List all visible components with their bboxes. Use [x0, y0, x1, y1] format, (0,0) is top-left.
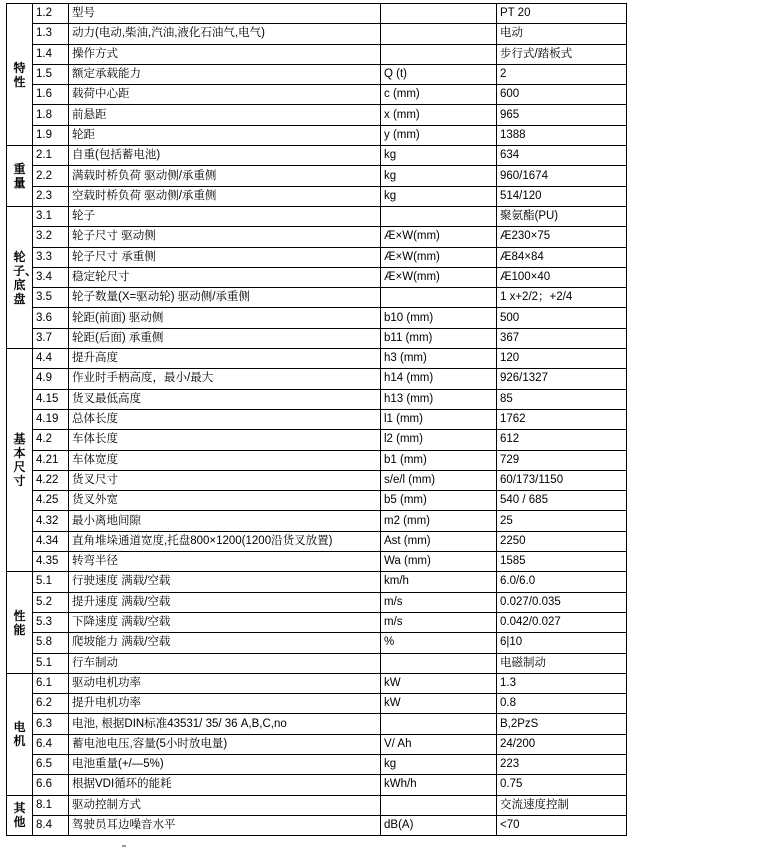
code-cell: 1.6: [33, 85, 69, 105]
item-cell: 车体长度: [69, 430, 381, 450]
value-cell: 6.0/6.0: [497, 572, 627, 592]
item-cell: 轮子尺寸 驱动侧: [69, 227, 381, 247]
value-cell: Æ100×40: [497, 267, 627, 287]
code-cell: 6.3: [33, 714, 69, 734]
spec-table: [6, 3, 627, 836]
code-cell: 6.1: [33, 673, 69, 693]
value-cell: 24/200: [497, 734, 627, 754]
table-row: [7, 125, 627, 145]
unit-cell: [381, 653, 497, 673]
value-cell: 729: [497, 450, 627, 470]
value-cell: B,2PzS: [497, 714, 627, 734]
unit-cell: km/h: [381, 572, 497, 592]
table-row: [7, 592, 627, 612]
value-cell: 步行式/踏板式: [497, 44, 627, 64]
item-cell: 轮距: [69, 125, 381, 145]
item-cell: 作业时手柄高度，最小/最大: [69, 369, 381, 389]
unit-cell: c (mm): [381, 85, 497, 105]
item-cell: 行车制动: [69, 653, 381, 673]
table-row: [7, 409, 627, 429]
unit-cell: x (mm): [381, 105, 497, 125]
value-cell: 2250: [497, 531, 627, 551]
category-label: 电机: [13, 720, 26, 749]
table-row: [7, 4, 627, 24]
table-row: [7, 288, 627, 308]
code-cell: 4.32: [33, 511, 69, 531]
table-row: [7, 369, 627, 389]
item-cell: 下降速度 满载/空载: [69, 612, 381, 632]
table-row: [7, 633, 627, 653]
value-cell: Æ84×84: [497, 247, 627, 267]
value-cell: 612: [497, 430, 627, 450]
code-cell: 5.1: [33, 572, 69, 592]
unit-cell: b1 (mm): [381, 450, 497, 470]
item-cell: 自重(包括蓄电池): [69, 146, 381, 166]
code-cell: 4.21: [33, 450, 69, 470]
code-cell: 2.1: [33, 146, 69, 166]
code-cell: 6.6: [33, 775, 69, 795]
unit-cell: kg: [381, 166, 497, 186]
unit-cell: Æ×W(mm): [381, 247, 497, 267]
table-row: [7, 511, 627, 531]
table-row: [7, 389, 627, 409]
code-cell: 3.4: [33, 267, 69, 287]
item-cell: 前悬距: [69, 105, 381, 125]
unit-cell: b11 (mm): [381, 328, 497, 348]
item-cell: 驱动控制方式: [69, 795, 381, 815]
item-cell: 满载时桥负荷 驱动侧/承重侧: [69, 166, 381, 186]
unit-cell: kW: [381, 694, 497, 714]
code-cell: 4.35: [33, 552, 69, 572]
code-cell: 6.2: [33, 694, 69, 714]
code-cell: 1.4: [33, 44, 69, 64]
item-cell: 额定承载能力: [69, 64, 381, 84]
code-cell: 8.4: [33, 815, 69, 835]
item-cell: 型号: [69, 4, 381, 24]
stray-mark: [122, 845, 126, 847]
table-row: [7, 531, 627, 551]
code-cell: 1.3: [33, 24, 69, 44]
item-cell: 货叉尺寸: [69, 470, 381, 490]
item-cell: 货叉最低高度: [69, 389, 381, 409]
value-cell: 交流速度控制: [497, 795, 627, 815]
unit-cell: kW: [381, 673, 497, 693]
table-row: [7, 247, 627, 267]
table-row: [7, 166, 627, 186]
item-cell: 驾驶员耳边噪音水平: [69, 815, 381, 835]
table-row: [7, 146, 627, 166]
unit-cell: b10 (mm): [381, 308, 497, 328]
table-row: [7, 186, 627, 206]
unit-cell: m2 (mm): [381, 511, 497, 531]
table-row: [7, 24, 627, 44]
value-cell: 120: [497, 349, 627, 369]
item-cell: 蓄电池电压,容量(5小时放电量): [69, 734, 381, 754]
code-cell: 3.5: [33, 288, 69, 308]
unit-cell: dB(A): [381, 815, 497, 835]
value-cell: 1762: [497, 409, 627, 429]
table-row: [7, 795, 627, 815]
value-cell: Æ230×75: [497, 227, 627, 247]
unit-cell: kg: [381, 146, 497, 166]
item-cell: 总体长度: [69, 409, 381, 429]
item-cell: 行驶速度 满载/空载: [69, 572, 381, 592]
unit-cell: m/s: [381, 592, 497, 612]
item-cell: 轮子数量(X=驱动轮) 驱动侧/承重侧: [69, 288, 381, 308]
value-cell: 500: [497, 308, 627, 328]
unit-cell: Q (t): [381, 64, 497, 84]
value-cell: 聚氨酯(PU): [497, 206, 627, 226]
code-cell: 2.3: [33, 186, 69, 206]
value-cell: 960/1674: [497, 166, 627, 186]
table-row: [7, 815, 627, 835]
value-cell: PT 20: [497, 4, 627, 24]
code-cell: 4.4: [33, 349, 69, 369]
table-row: [7, 775, 627, 795]
table-row: [7, 754, 627, 774]
table-row: [7, 694, 627, 714]
table-row: [7, 552, 627, 572]
value-cell: 0.75: [497, 775, 627, 795]
value-cell: 6|10: [497, 633, 627, 653]
unit-cell: [381, 24, 497, 44]
table-row: [7, 491, 627, 511]
unit-cell: b5 (mm): [381, 491, 497, 511]
item-cell: 电池, 根据DIN标准43531/ 35/ 36 A,B,C,no: [69, 714, 381, 734]
table-row: [7, 349, 627, 369]
item-cell: 车体宽度: [69, 450, 381, 470]
category-label: 其他: [13, 801, 26, 830]
category-cell: [7, 206, 38, 348]
code-cell: 4.22: [33, 470, 69, 490]
value-cell: 电磁制动: [497, 653, 627, 673]
value-cell: 223: [497, 754, 627, 774]
table-row: [7, 673, 627, 693]
category-label: 基本尺寸: [13, 432, 26, 489]
table-row: [7, 64, 627, 84]
value-cell: 634: [497, 146, 627, 166]
unit-cell: y (mm): [381, 125, 497, 145]
table-row: [7, 44, 627, 64]
category-label: 特性: [13, 60, 26, 89]
code-cell: 3.7: [33, 328, 69, 348]
table-row: [7, 734, 627, 754]
value-cell: 1585: [497, 552, 627, 572]
table-row: [7, 612, 627, 632]
item-cell: 转弯半径: [69, 552, 381, 572]
code-cell: 3.2: [33, 227, 69, 247]
value-cell: <70: [497, 815, 627, 835]
code-cell: 8.1: [33, 795, 69, 815]
value-cell: 367: [497, 328, 627, 348]
table-row: [7, 653, 627, 673]
item-cell: 提升高度: [69, 349, 381, 369]
item-cell: 提升电机功率: [69, 694, 381, 714]
item-cell: 提升速度 满载/空载: [69, 592, 381, 612]
value-cell: 514/120: [497, 186, 627, 206]
item-cell: 直角堆垛通道宽度,托盘800×1200(1200沿货叉放置): [69, 531, 381, 551]
value-cell: 电动: [497, 24, 627, 44]
category-label: 性能: [13, 608, 26, 637]
table-row: [7, 328, 627, 348]
category-cell: [7, 4, 33, 146]
code-cell: 6.5: [33, 754, 69, 774]
table-row: [7, 267, 627, 287]
item-cell: 载荷中心距: [69, 85, 381, 105]
unit-cell: Ast (mm): [381, 531, 497, 551]
code-cell: 5.8: [33, 633, 69, 653]
item-cell: 爬坡能力 满载/空载: [69, 633, 381, 653]
table-row: [7, 470, 627, 490]
code-cell: 4.15: [33, 389, 69, 409]
item-cell: 轮距(前面) 驱动侧: [69, 308, 381, 328]
code-cell: 2.2: [33, 166, 69, 186]
value-cell: 60/173/1150: [497, 470, 627, 490]
category-label: 轮子、底盘: [13, 249, 38, 306]
table-row: [7, 227, 627, 247]
item-cell: 最小离地间隙: [69, 511, 381, 531]
table-row: [7, 308, 627, 328]
value-cell: 965: [497, 105, 627, 125]
category-cell: [7, 795, 33, 836]
item-cell: 驱动电机功率: [69, 673, 381, 693]
code-cell: 5.2: [33, 592, 69, 612]
item-cell: 根据VDI循环的能耗: [69, 775, 381, 795]
code-cell: 6.4: [33, 734, 69, 754]
item-cell: 货叉外宽: [69, 491, 381, 511]
category-cell: [7, 349, 33, 572]
unit-cell: [381, 288, 497, 308]
code-cell: 3.1: [33, 206, 69, 226]
unit-cell: %: [381, 633, 497, 653]
item-cell: 电池重量(+/—5%): [69, 754, 381, 774]
code-cell: 4.2: [33, 430, 69, 450]
item-cell: 空载时桥负荷 驱动侧/承重侧: [69, 186, 381, 206]
category-cell: [7, 572, 33, 673]
unit-cell: Wa (mm): [381, 552, 497, 572]
unit-cell: h14 (mm): [381, 369, 497, 389]
table-row: [7, 85, 627, 105]
table-row: [7, 206, 627, 226]
value-cell: 85: [497, 389, 627, 409]
table-row: [7, 450, 627, 470]
code-cell: 1.9: [33, 125, 69, 145]
category-label: 重量: [13, 162, 26, 191]
item-cell: 动力(电动,柴油,汽油,液化石油气,电气): [69, 24, 381, 44]
code-cell: 1.2: [33, 4, 69, 24]
unit-cell: [381, 206, 497, 226]
unit-cell: [381, 714, 497, 734]
unit-cell: kg: [381, 754, 497, 774]
code-cell: 4.34: [33, 531, 69, 551]
value-cell: 2: [497, 64, 627, 84]
category-cell: [7, 146, 33, 207]
table-row: [7, 572, 627, 592]
code-cell: 3.6: [33, 308, 69, 328]
code-cell: 3.3: [33, 247, 69, 267]
code-cell: 1.8: [33, 105, 69, 125]
code-cell: 5.3: [33, 612, 69, 632]
unit-cell: V/ Ah: [381, 734, 497, 754]
table-row: [7, 714, 627, 734]
unit-cell: Æ×W(mm): [381, 227, 497, 247]
value-cell: 0.027/0.035: [497, 592, 627, 612]
unit-cell: [381, 44, 497, 64]
item-cell: 操作方式: [69, 44, 381, 64]
value-cell: 1388: [497, 125, 627, 145]
value-cell: 1.3: [497, 673, 627, 693]
value-cell: 0.8: [497, 694, 627, 714]
spec-table-body: [7, 4, 627, 836]
value-cell: 926/1327: [497, 369, 627, 389]
unit-cell: m/s: [381, 612, 497, 632]
category-cell: [7, 673, 33, 795]
code-cell: 4.9: [33, 369, 69, 389]
table-row: [7, 105, 627, 125]
code-cell: 5.1: [33, 653, 69, 673]
unit-cell: h3 (mm): [381, 349, 497, 369]
value-cell: 600: [497, 85, 627, 105]
item-cell: 轮距(后面) 承重侧: [69, 328, 381, 348]
unit-cell: kg: [381, 186, 497, 206]
unit-cell: h13 (mm): [381, 389, 497, 409]
unit-cell: kWh/h: [381, 775, 497, 795]
unit-cell: [381, 795, 497, 815]
table-row: [7, 430, 627, 450]
code-cell: 4.19: [33, 409, 69, 429]
value-cell: 25: [497, 511, 627, 531]
value-cell: 1 x+2/2；+2/4: [497, 288, 627, 308]
item-cell: 稳定轮尺寸: [69, 267, 381, 287]
code-cell: 1.5: [33, 64, 69, 84]
unit-cell: l1 (mm): [381, 409, 497, 429]
value-cell: 540 / 685: [497, 491, 627, 511]
unit-cell: [381, 4, 497, 24]
value-cell: 0.042/0.027: [497, 612, 627, 632]
item-cell: 轮子尺寸 承重侧: [69, 247, 381, 267]
code-cell: 4.25: [33, 491, 69, 511]
unit-cell: l2 (mm): [381, 430, 497, 450]
unit-cell: Æ×W(mm): [381, 267, 497, 287]
unit-cell: s/e/l (mm): [381, 470, 497, 490]
item-cell: 轮子: [69, 206, 381, 226]
